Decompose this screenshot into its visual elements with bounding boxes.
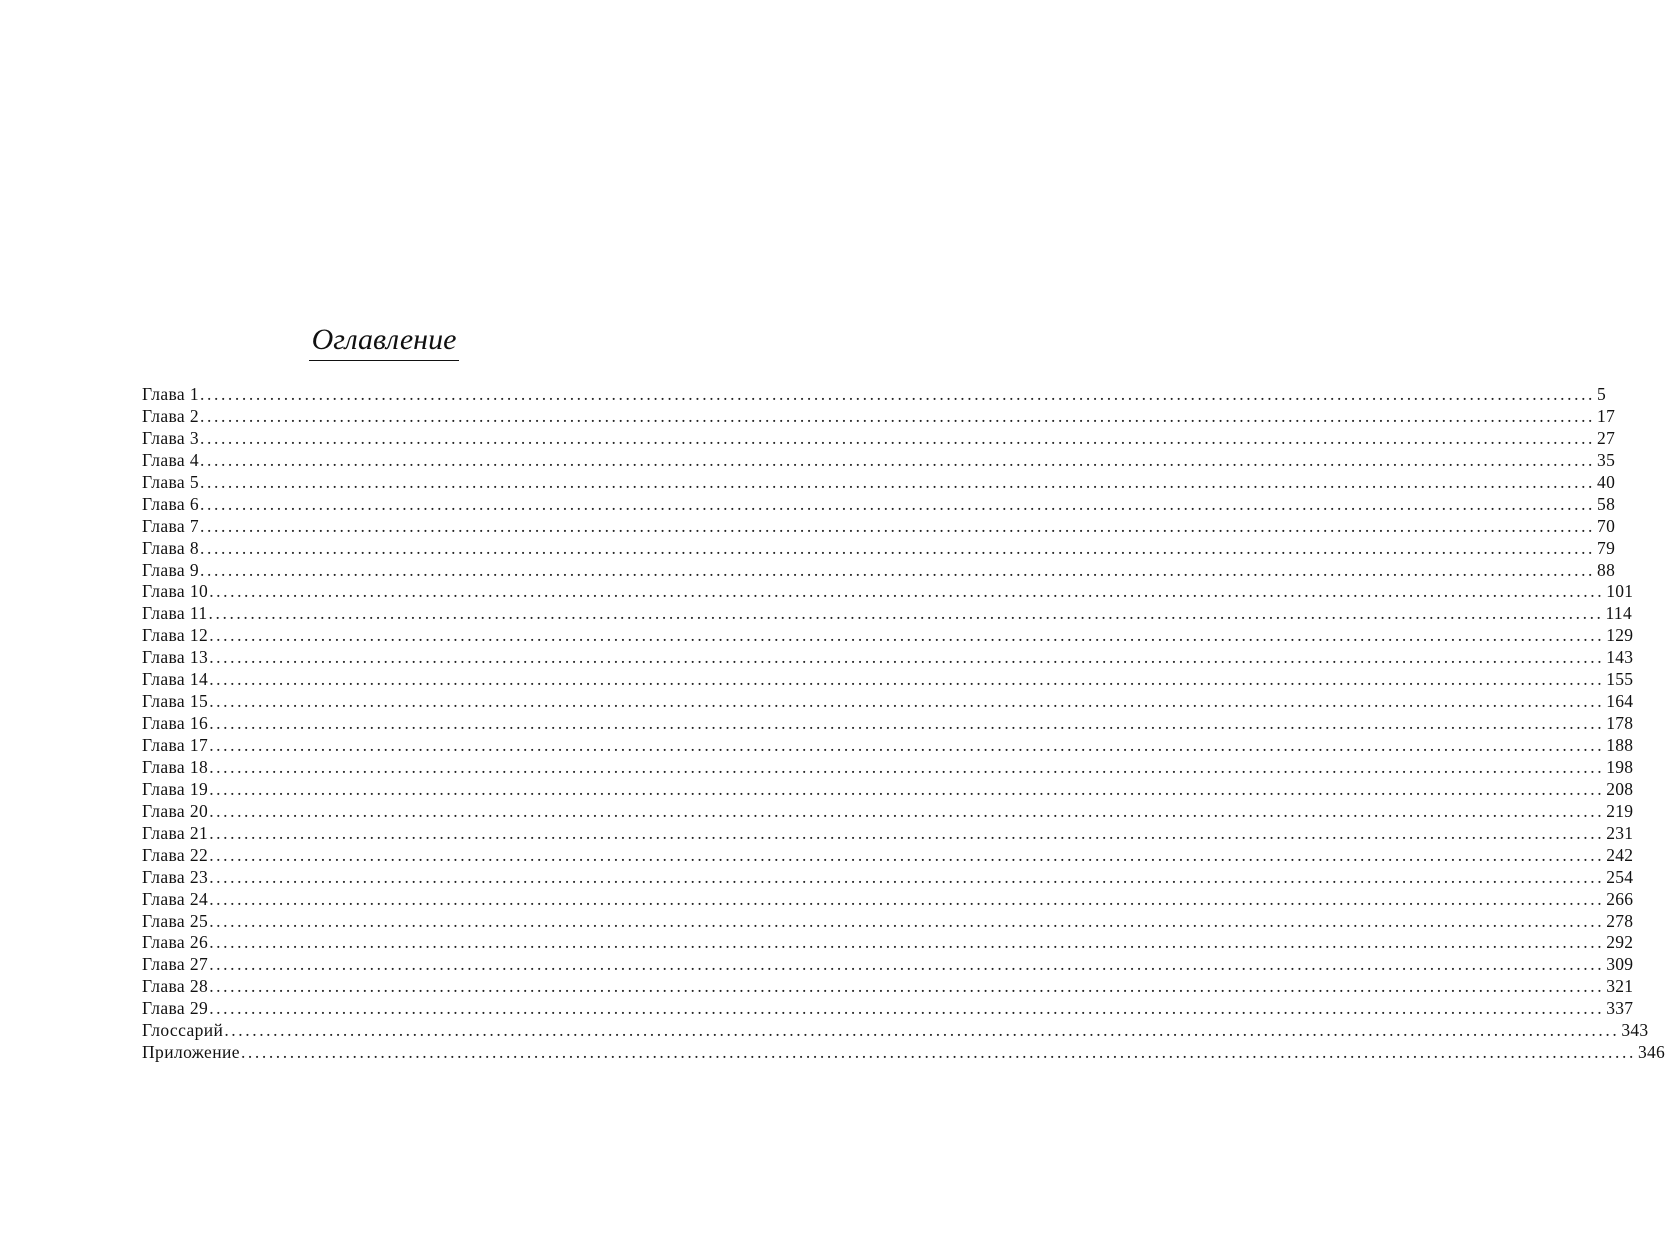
toc-entry[interactable] [142, 559, 1616, 582]
toc-dot-leader: ........................................................................................................................................................................................................ [200, 471, 1596, 492]
toc-dot-leader: ........................................................................................................................................................................................................ [209, 932, 1605, 953]
toc-entry-page-number: 114 [1605, 603, 1633, 624]
toc-entry[interactable] [142, 427, 1616, 450]
toc-entry-page-number: 242 [1606, 844, 1634, 865]
toc-dot-leader: ........................................................................................................................................................................................................ [209, 735, 1605, 755]
toc-entry-label: Глава 14 [142, 669, 209, 690]
toc-entry-label: Глава 16 [142, 713, 209, 734]
toc-entry-page-number: 88 [1597, 559, 1616, 580]
toc-entry-page-number: 219 [1606, 800, 1634, 821]
toc-entry-page-number: 79 [1597, 537, 1616, 558]
toc-entry-label: Глава 23 [142, 866, 209, 887]
toc-entry-page-number: 198 [1606, 756, 1634, 777]
toc-entry[interactable] [142, 866, 1634, 889]
toc-entry[interactable] [142, 405, 1616, 428]
toc-entry-page-number: 101 [1606, 581, 1634, 602]
toc-entry[interactable] [142, 888, 1634, 911]
toc-entry-page-number: 5 [1597, 384, 1607, 404]
toc-entry-label: Глава 18 [142, 756, 209, 777]
toc-title-container [0, 322, 768, 361]
toc-entry[interactable] [142, 713, 1634, 735]
toc-dot-leader: ........................................................................................................................................................................................................ [209, 669, 1605, 690]
toc-entry-page-number: 231 [1606, 822, 1634, 843]
toc-entry-page-number: 309 [1606, 954, 1634, 975]
toc-entry[interactable] [142, 778, 1634, 801]
toc-entry-page-number: 278 [1606, 910, 1634, 931]
toc-entry-page-number: 143 [1606, 647, 1634, 668]
toc-entry[interactable] [142, 1042, 1665, 1064]
toc-dot-leader: ........................................................................................................................................................................................................ [209, 691, 1605, 712]
toc-entry[interactable] [142, 691, 1634, 713]
toc-dot-leader: ........................................................................................................................................................................................................ [240, 1042, 1636, 1063]
toc-entry-page-number: 292 [1606, 932, 1634, 953]
toc-entry-label: Глава 10 [142, 581, 209, 602]
toc-entry-label: Глава 1 [142, 384, 200, 404]
toc-entry-label: Глава 9 [142, 559, 200, 580]
toc-entry-label: Глава 28 [142, 976, 209, 997]
toc-entry-label: Глава 25 [142, 910, 209, 931]
toc-entry-label: Глава 26 [142, 932, 209, 953]
toc-entry-page-number: 208 [1606, 778, 1634, 799]
toc-dot-leader: ........................................................................................................................................................................................................ [200, 384, 1596, 404]
toc-dot-leader: ........................................................................................................................................................................................................ [200, 405, 1596, 426]
toc-entry[interactable] [142, 537, 1616, 560]
toc-dot-leader: ........................................................................................................................................................................................................ [209, 800, 1605, 821]
toc-entry-page-number: 321 [1606, 976, 1634, 997]
toc-entry-label: Глава 24 [142, 888, 209, 909]
toc-dot-leader: ........................................................................................................................................................................................................ [209, 844, 1605, 865]
toc-dot-leader: ........................................................................................................................................................................................................ [209, 822, 1605, 843]
toc-entry[interactable] [142, 449, 1616, 472]
toc-entry-page-number: 58 [1597, 493, 1616, 514]
toc-entry-page-number: 129 [1606, 625, 1634, 646]
toc-dot-leader: ........................................................................................................................................................................................................ [209, 647, 1605, 668]
toc-dot-leader: ........................................................................................................................................................................................................ [209, 888, 1605, 909]
toc-dot-leader: ........................................................................................................................................................................................................ [200, 515, 1596, 536]
toc-entry-label: Глава 7 [142, 515, 200, 536]
toc-entry[interactable] [142, 625, 1634, 647]
toc-entry-page-number: 346 [1637, 1042, 1665, 1063]
toc-entry[interactable] [142, 844, 1634, 867]
toc-entry-label: Глава 2 [142, 405, 200, 426]
toc-entry-label: Приложение [142, 1042, 240, 1063]
toc-entry[interactable] [142, 735, 1634, 757]
toc-entry-page-number: 35 [1597, 449, 1616, 470]
toc-entry-page-number: 17 [1597, 405, 1616, 426]
toc-entry-label: Глава 29 [142, 998, 209, 1019]
toc-entry-page-number: 164 [1606, 691, 1634, 712]
toc-dot-leader: ........................................................................................................................................................................................................ [209, 778, 1605, 799]
toc-entry-page-number: 337 [1606, 998, 1634, 1019]
toc-entry-page-number: 266 [1606, 888, 1634, 909]
toc-dot-leader: ........................................................................................................................................................................................................ [224, 1020, 1620, 1041]
toc-entry[interactable] [142, 800, 1634, 823]
toc-entry[interactable] [142, 1020, 1649, 1042]
toc-entry-label: Глава 15 [142, 691, 209, 712]
toc-entry-label: Глава 5 [142, 471, 200, 492]
toc-entry[interactable] [142, 603, 1633, 625]
toc-dot-leader: ........................................................................................................................................................................................................ [209, 713, 1605, 734]
toc-entry[interactable] [142, 932, 1634, 954]
toc-entry-page-number: 155 [1606, 669, 1634, 690]
toc-entry[interactable] [142, 910, 1634, 933]
toc-entry[interactable] [142, 822, 1634, 845]
toc-dot-leader: ........................................................................................................................................................................................................ [209, 581, 1605, 602]
toc-entry-label: Глава 22 [142, 844, 209, 865]
toc-entry-label: Глоссарий [142, 1020, 224, 1041]
toc-entry-label: Глава 21 [142, 822, 209, 843]
toc-entry[interactable] [142, 581, 1634, 603]
toc-entry-label: Глава 19 [142, 778, 209, 799]
toc-entry[interactable] [142, 471, 1616, 494]
toc-entry-label: Глава 11 [142, 603, 208, 624]
toc-dot-leader: ........................................................................................................................................................................................................ [200, 493, 1596, 514]
toc-entry-label: Глава 20 [142, 800, 209, 821]
toc-dot-leader: ........................................................................................................................................................................................................ [209, 910, 1605, 931]
toc-dot-leader: ........................................................................................................................................................................................................ [209, 976, 1605, 997]
toc-entry-page-number: 40 [1597, 471, 1616, 492]
toc-entry-label: Глава 27 [142, 954, 209, 975]
toc-entry[interactable] [142, 669, 1634, 691]
toc-list [142, 384, 1665, 1064]
toc-title: Оглавление [309, 322, 460, 361]
toc-entry-page-number: 70 [1597, 515, 1616, 536]
toc-entry-page-number: 343 [1621, 1020, 1649, 1041]
toc-entry-label: Глава 17 [142, 735, 209, 755]
toc-entry-page-number: 254 [1606, 866, 1634, 887]
toc-dot-leader: ........................................................................................................................................................................................................ [209, 866, 1605, 887]
toc-dot-leader: ........................................................................................................................................................................................................ [200, 427, 1596, 448]
toc-entry-page-number: 178 [1606, 713, 1634, 734]
toc-entry[interactable] [142, 976, 1634, 998]
toc-entry[interactable] [142, 998, 1634, 1020]
toc-dot-leader: ........................................................................................................................................................................................................ [209, 756, 1605, 777]
toc-dot-leader: ........................................................................................................................................................................................................ [208, 603, 1604, 624]
toc-entry-label: Глава 3 [142, 427, 200, 448]
toc-entry-label: Глава 8 [142, 537, 200, 558]
toc-entry-label: Глава 6 [142, 493, 200, 514]
toc-entry[interactable] [142, 384, 1607, 406]
toc-dot-leader: ........................................................................................................................................................................................................ [209, 954, 1605, 975]
toc-entry[interactable] [142, 647, 1634, 669]
toc-entry-label: Глава 4 [142, 449, 200, 470]
toc-entry-page-number: 27 [1597, 427, 1616, 448]
toc-entry[interactable] [142, 954, 1634, 976]
toc-dot-leader: ........................................................................................................................................................................................................ [209, 998, 1605, 1019]
toc-dot-leader: ........................................................................................................................................................................................................ [200, 559, 1596, 580]
toc-dot-leader: ........................................................................................................................................................................................................ [209, 625, 1605, 646]
toc-entry[interactable] [142, 493, 1616, 516]
toc-entry-label: Глава 12 [142, 625, 209, 646]
toc-entry[interactable] [142, 756, 1634, 779]
toc-entry-page-number: 188 [1606, 735, 1634, 755]
toc-entry-label: Глава 13 [142, 647, 209, 668]
toc-dot-leader: ........................................................................................................................................................................................................ [200, 449, 1596, 470]
toc-entry[interactable] [142, 515, 1616, 538]
toc-dot-leader: ........................................................................................................................................................................................................ [200, 537, 1596, 558]
